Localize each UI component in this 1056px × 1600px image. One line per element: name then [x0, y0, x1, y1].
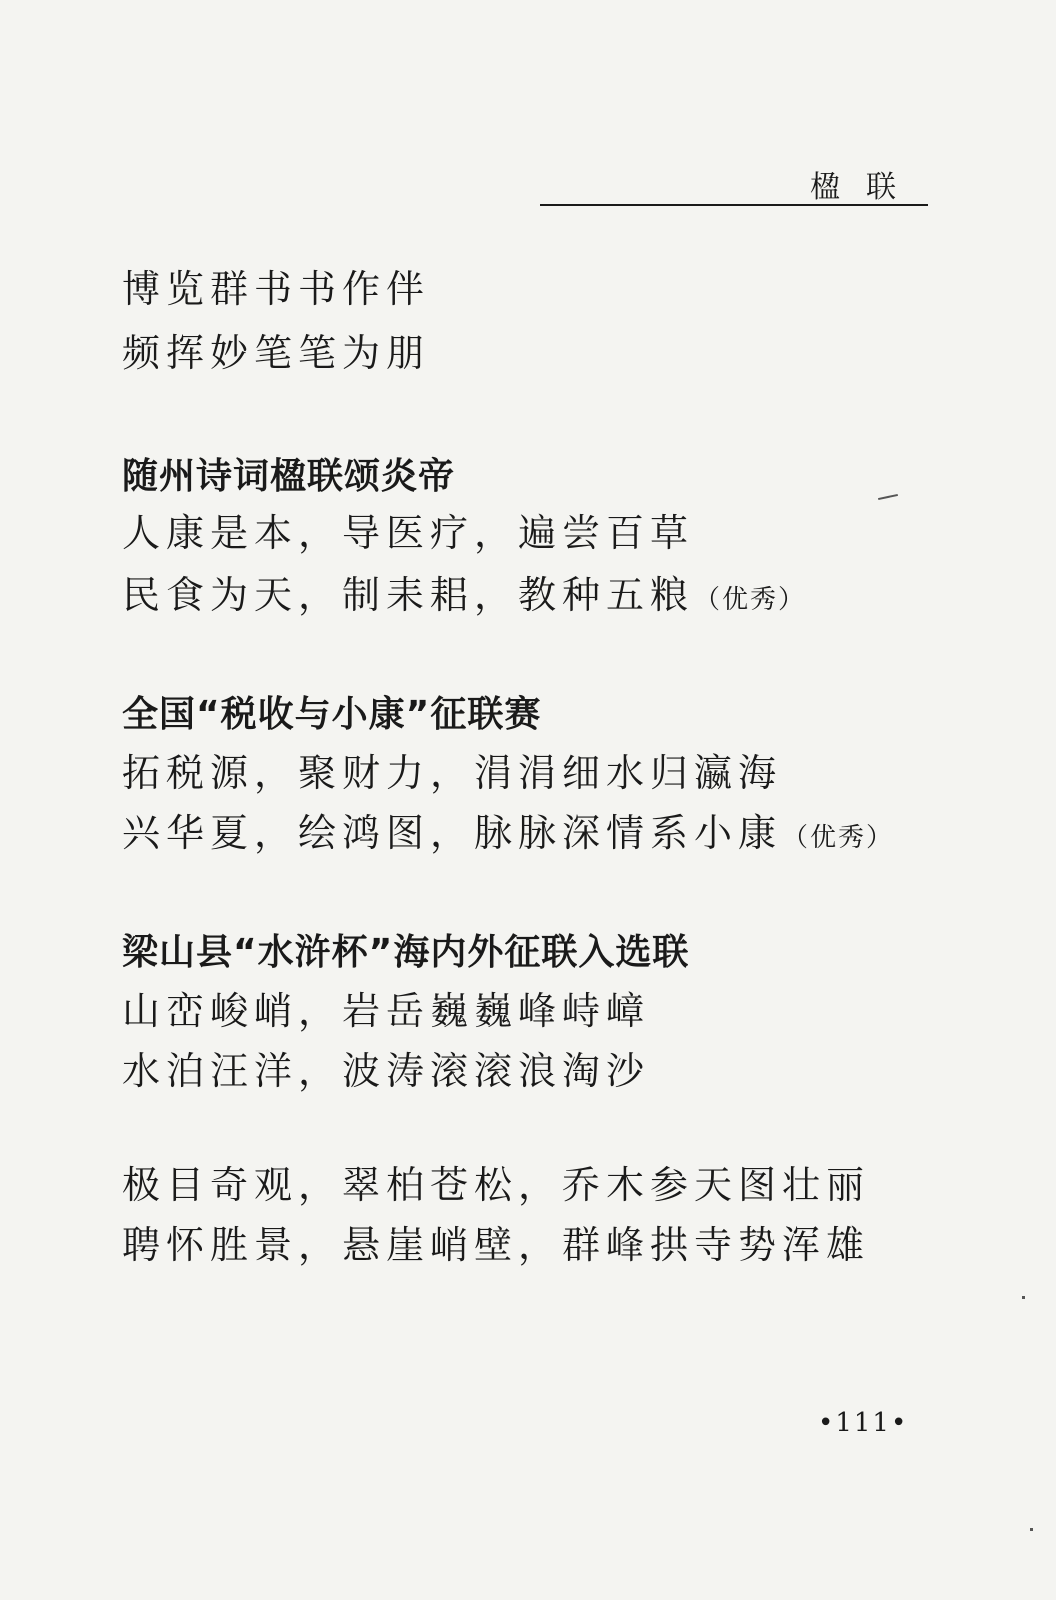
couplet-line: 频挥妙笔笔为朋: [122, 331, 431, 375]
scan-mark: [1030, 1528, 1033, 1531]
section-title: 随州诗词楹联颂炎帝: [122, 456, 456, 497]
couplet-line: 极目奇观，翠柏苍松，乔木参天图壮丽: [122, 1163, 871, 1207]
scan-mark: [878, 494, 898, 500]
running-head: [540, 160, 928, 206]
couplet-line: 拓税源，聚财力，涓涓细水归瀛海: [122, 751, 783, 795]
couplet-line-text: 民食为天，制耒耜，教种五粮: [122, 573, 695, 617]
couplet-line: 博览群书书作伴: [122, 267, 431, 311]
running-head-title: 楹联: [810, 170, 922, 205]
section-title: 梁山县“水浒杯”海内外征联入选联: [122, 932, 690, 973]
page-number: •111•: [818, 1408, 909, 1438]
couplet-line-with-note: [122, 802, 894, 857]
couplet-line-text: 兴华夏，绘鸿图，脉脉深情系小康: [122, 811, 783, 855]
couplet-line: 水泊汪洋，波涛滚滚浪淘沙: [122, 1049, 651, 1093]
couplet-line: 人康是本，导医疗，遍尝百草: [122, 511, 695, 555]
couplet-line: 聘怀胜景，悬崖峭壁，群峰拱寺势浑雄: [122, 1223, 871, 1267]
section-title: 全国“税收与小康”征联赛: [122, 694, 542, 735]
award-note: （优秀）: [694, 585, 807, 615]
award-note: （优秀）: [782, 823, 895, 853]
couplet-line-with-note: [122, 564, 806, 619]
scan-mark: [1022, 1296, 1025, 1299]
couplet-line: 山峦峻峭，岩岳巍巍峰峙嶂: [122, 989, 651, 1033]
